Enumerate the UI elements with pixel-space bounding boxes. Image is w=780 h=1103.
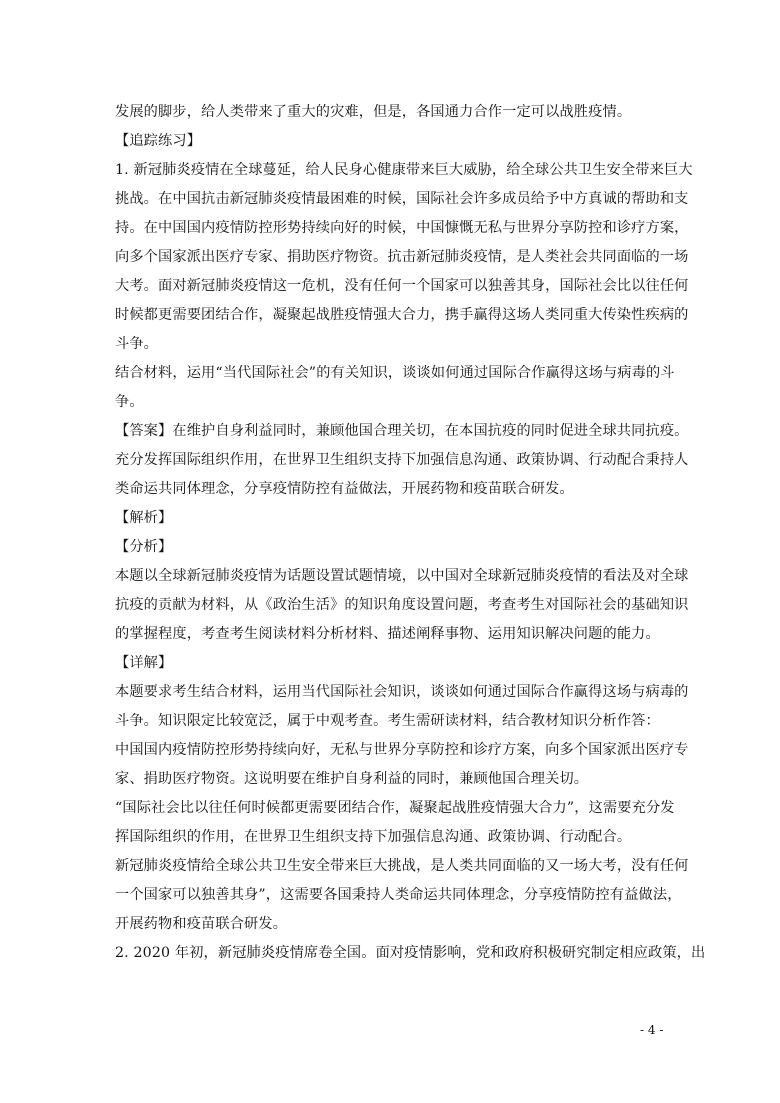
section-heading-explanation: 【解析】: [115, 510, 173, 526]
text-line: 家、捐助医疗物资。这说明要在维护自身利益的同时，兼顾他国合理关切。: [115, 771, 589, 787]
text-line: 类命运共同体理念，分享疫情防控有益做法，开展药物和疫苗联合研发。: [115, 481, 574, 497]
text-line: 一个国家可以独善其身”，这需要各国秉持人类命运共同体理念，分享疫情防控有益做法，: [115, 887, 682, 903]
text-line: 抗疫的贡献为材料，从《政治生活》的知识角度设置问题，考查考生对国际社会的基础知识: [115, 597, 689, 613]
text-line: 结合材料，运用“当代国际社会”的有关知识，谈谈如何通过国际合作赢得这场与病毒的斗: [115, 365, 675, 381]
page-number: - 4 -: [640, 1023, 664, 1037]
text-line: 挥国际组织的作用，在世界卫生组织支持下加强信息沟通、政策协调、行动配合。: [115, 829, 632, 845]
text-line: 新冠肺炎疫情给全球公共卫生安全带来巨大挑战，是人类共同面临的又一场大考，没有任何: [115, 858, 689, 874]
text-line: 1. 新冠肺炎疫情在全球蔓延，给人民身心健康带来巨大威胁，给全球公共卫生安全带来巨大: [115, 162, 693, 178]
section-heading-details: 【详解】: [115, 655, 173, 671]
text-line: 的掌握程度，考查考生阅读材料分析材料、描述阐释事物、运用知识解决问题的能力。: [115, 626, 660, 642]
text-line: 本题要求考生结合材料，运用当代国际社会知识，谈谈如何通过国际合作赢得这场与病毒的: [115, 684, 689, 700]
text-line: 斗争。知识限定比较宽泛，属于中观考查。考生需研读材料，结合教材知识分析作答：: [115, 713, 660, 729]
text-line: 发展的脚步，给人类带来了重大的灾难，但是，各国通力合作一定可以战胜疫情。: [115, 104, 632, 120]
text-line: 斗争。: [115, 336, 159, 352]
text-line: 中国国内疫情防控形势持续向好，无私与世界分享防控和诊疗方案，向多个国家派出医疗专: [115, 742, 689, 758]
text-line: 2. 2020 年初，新冠肺炎疫情席卷全国。面对疫情影响，党和政府积极研究制定相应政策，出: [115, 945, 706, 961]
text-line: 争。: [115, 394, 144, 410]
text-line: “国际社会比以往任何时候都更需要团结合作，凝聚起战胜疫情强大合力”，这需要充分发: [115, 800, 675, 816]
text-line: 挑战。在中国抗击新冠肺炎疫情最困难的时候，国际社会许多成员给予中方真诚的帮助和支: [115, 191, 689, 207]
text-line: 向多个国家派出医疗专家、捐助医疗物资。抗击新冠肺炎疫情，是人类社会共同面临的一场: [115, 249, 689, 265]
text-line: 开展药物和疫苗联合研发。: [115, 916, 288, 932]
section-heading-analysis: 【分析】: [115, 539, 173, 555]
text-line: 持。在中国国内疫情防控形势持续向好的时候，中国慷慨无私与世界分享防控和诊疗方案，: [115, 220, 689, 236]
answer-line: 【答案】在维护自身利益同时，兼顾他国合理关切，在本国抗疫的同时促进全球共同抗疫。: [115, 423, 689, 439]
text-line: 大考。面对新冠肺炎疫情这一危机，没有任何一个国家可以独善其身，国际社会比以往任何: [115, 278, 689, 294]
text-line: 充分发挥国际组织作用，在世界卫生组织支持下加强信息沟通、政策协调、行动配合秉持人: [115, 452, 689, 468]
section-heading-tracking-practice: 【追踪练习】: [115, 133, 202, 149]
text-line: 本题以全球新冠肺炎疫情为话题设置试题情境，以中国对全球新冠肺炎疫情的看法及对全球: [115, 568, 689, 584]
text-line: 时候都更需要团结合作，凝聚起战胜疫情强大合力，携手赢得这场人类同重大传染性疾病的: [115, 307, 689, 323]
